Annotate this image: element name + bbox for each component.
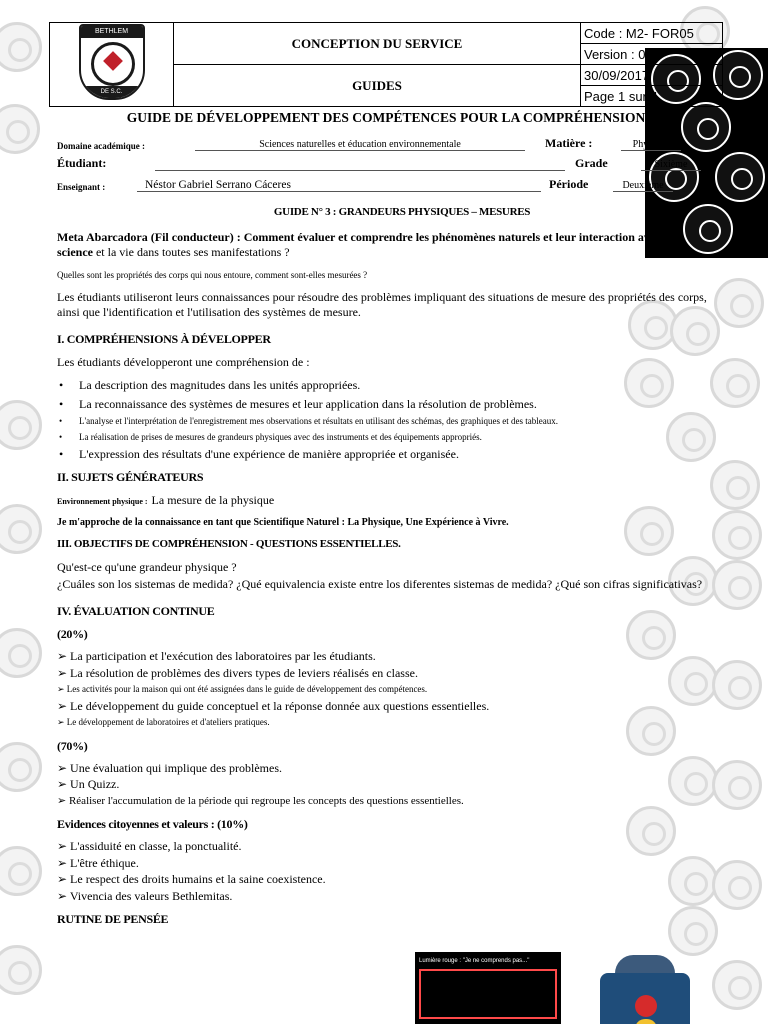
logo-bottom-text: DE S.C. [81, 86, 143, 98]
list-item: ➢ Le respect des droits humains et la saine coexistence. [57, 872, 326, 886]
logo-top-text: BETHLEM [81, 26, 143, 38]
school-logo [79, 24, 145, 100]
question-1: Qu'est-ce qu'une grandeur physique ? [57, 560, 237, 574]
foot-icon [712, 860, 762, 910]
header-title: CONCEPTION DU SERVICE [174, 23, 581, 65]
weight-10: Evidences citoyennes et valeurs : (10%) [57, 817, 248, 831]
image-frame [419, 969, 557, 1019]
monkey-icon [0, 945, 42, 995]
guide-title: GUIDE N° 3 : GRANDEURS PHYSIQUES – MESURES [273, 206, 531, 218]
student-row [57, 156, 701, 171]
red-light [635, 995, 657, 1017]
logo-cell [50, 23, 174, 107]
meta-goal-bold: Meta Abarcadora (Fil conducteur) : Comment évaluer et comprendre les phénomènes naturels et leur interaction avec la science [57, 230, 673, 259]
period-label: Période [549, 177, 589, 191]
document-header [49, 22, 723, 107]
teacher-row [57, 177, 673, 192]
frog-icon [710, 358, 760, 408]
list-item: ➢ La participation et l'exécution des laboratoires par les étudiants. [57, 649, 376, 663]
list-item: • La réalisation de prises de mesures de grandeurs physiques avec des instruments et des équipements appropriés. [57, 432, 707, 442]
flask-icon [712, 960, 762, 1010]
student-value [155, 158, 565, 171]
list-item: ➢ Le développement de laboratoires et d'ateliers pratiques. [57, 717, 270, 727]
weight-70: (70%) [57, 738, 88, 753]
meta-goal-rest: et la vie dans toutes ses manifestations ? [95, 245, 290, 259]
section2-heading: II. SUJETS GÉNÉRATEURS [57, 470, 204, 484]
period-value: Deuxième [613, 180, 673, 192]
thinking-routine-image [415, 952, 561, 1024]
teacher-value: Néstor Gabriel Serrano Cáceres [137, 179, 541, 192]
flask-icon [712, 560, 762, 610]
list-item: ➢ L'être éthique. [57, 855, 139, 870]
flask-icon [0, 22, 42, 72]
list-item: ➢ Réaliser l'accumulation de la période qui regroupe les concepts des questions essentielles. [57, 794, 464, 807]
atom-icon [0, 628, 42, 678]
guiding-question: Quelles sont les propriétés des corps qui nous entoure, comment sont-elles mesurées ? [57, 270, 368, 280]
list-item: ➢ Le développement du guide conceptuel et la réponse donnée aux questions essentielles. [57, 698, 490, 713]
dna-icon [0, 742, 42, 792]
question-2: ¿Cuáles son los sistemas de medida? ¿Qué equivalencia existe entre los diferentes sistemas de medida? ¿Qué son cifras significativas? [57, 577, 703, 591]
evaluation-list-10 [57, 838, 707, 904]
list-item: ➢ L'assiduité en classe, la ponctualité. [57, 839, 242, 853]
domain-label: Domaine académique : [57, 141, 145, 151]
doc-date: 30/09/2017 [581, 65, 723, 86]
main-title: GUIDE DE DÉVELOPPEMENT DES COMPÉTENCES POUR LA COMPRÉHENSION [126, 110, 646, 125]
intro-paragraph: Les étudiants utiliseront leurs connaissances pour résoudre des problèmes impliquant des situations de mesure des propriétés des corps, ainsi que l'identification et l'utilisation des systèmes de mesure. [57, 290, 707, 319]
microscope-icon [712, 510, 762, 560]
foot-icon [710, 460, 760, 510]
list-item: ➢ Une évaluation qui implique des problèmes. [57, 760, 283, 775]
student-label: Étudiant: [57, 156, 107, 170]
domain-row [57, 136, 681, 151]
evaluation-list-20 [57, 648, 707, 731]
atom-icon [0, 400, 42, 450]
atom-icon [714, 278, 764, 328]
traffic-light-icon [600, 955, 690, 1024]
list-item: ➢ Un Quizz. [57, 777, 120, 791]
meta-goal [57, 230, 707, 260]
section4-heading: IV. ÉVALUATION CONTINUE [57, 604, 215, 618]
section3-heading: III. OBJECTIFS DE COMPRÉHENSION - QUESTIONS ESSENTIELLES. [57, 538, 401, 550]
list-item: ➢ La résolution de problèmes des divers types de leviers réalisés en classe. [57, 665, 418, 680]
image-caption: Lumière rouge : "Je ne comprends pas..." [419, 958, 530, 964]
list-item: • La reconnaissance des systèmes de mesures et leur application dans la résolution de problèmes. [57, 397, 707, 412]
subject-value: Physique [621, 139, 681, 151]
doc-page: Page 1 sur 4 [581, 86, 723, 107]
weight-20: (20%) [57, 627, 88, 641]
environment-value: La mesure de la physique [151, 493, 275, 507]
list-item: • L'expression des résultats d'une expérience de manière appropriée et organisée. [57, 447, 707, 462]
magnet-icon [712, 660, 762, 710]
domain-value: Sciences naturelles et éducation environnementale [195, 139, 525, 151]
list-item: ➢ Les activités pour la maison qui ont été assignées dans le guide de développement des compétences. [57, 684, 428, 694]
section1-list [57, 378, 707, 462]
doc-version: Version : 0 [581, 44, 723, 65]
approach-text: Je m'approche de la connaissance en tant que Scientifique Naturel : La Physique, Une Expérience à Vivre. [57, 517, 509, 528]
teacher-label: Enseignant : [57, 182, 106, 192]
environment-label: Environnement physique : [57, 497, 148, 506]
frog-icon [715, 152, 765, 202]
subject-label: Matière : [545, 136, 593, 150]
routine-heading: RUTINE DE PENSÉE [57, 912, 169, 926]
doc-code: Code : M2- FOR05 [581, 23, 723, 44]
flask-icon [0, 846, 42, 896]
grade-value: Sixième [641, 159, 701, 171]
section1-heading: I. COMPRÉHENSIONS À DÉVELOPPER [57, 332, 271, 346]
list-item: • L'analyse et l'interprétation de l'enregistrement mes observations et résultats en utilisant des schémas, des graphiques et des tableaux. [57, 416, 707, 426]
guide-content [57, 206, 707, 927]
section1-lead: Les étudiants développeront une compréhension de : [57, 355, 310, 369]
monkey-icon [0, 504, 42, 554]
list-item: • La description des magnitudes dans les unités appropriées. [57, 378, 707, 393]
grade-label: Grade [575, 156, 608, 170]
monkey-icon [712, 760, 762, 810]
evaluation-list-70 [57, 760, 707, 810]
header-subtitle: GUIDES [174, 65, 581, 107]
atom-icon [0, 104, 40, 154]
environment-row [57, 491, 707, 509]
list-item: ➢ Vivencia des valeurs Bethlemitas. [57, 888, 233, 903]
